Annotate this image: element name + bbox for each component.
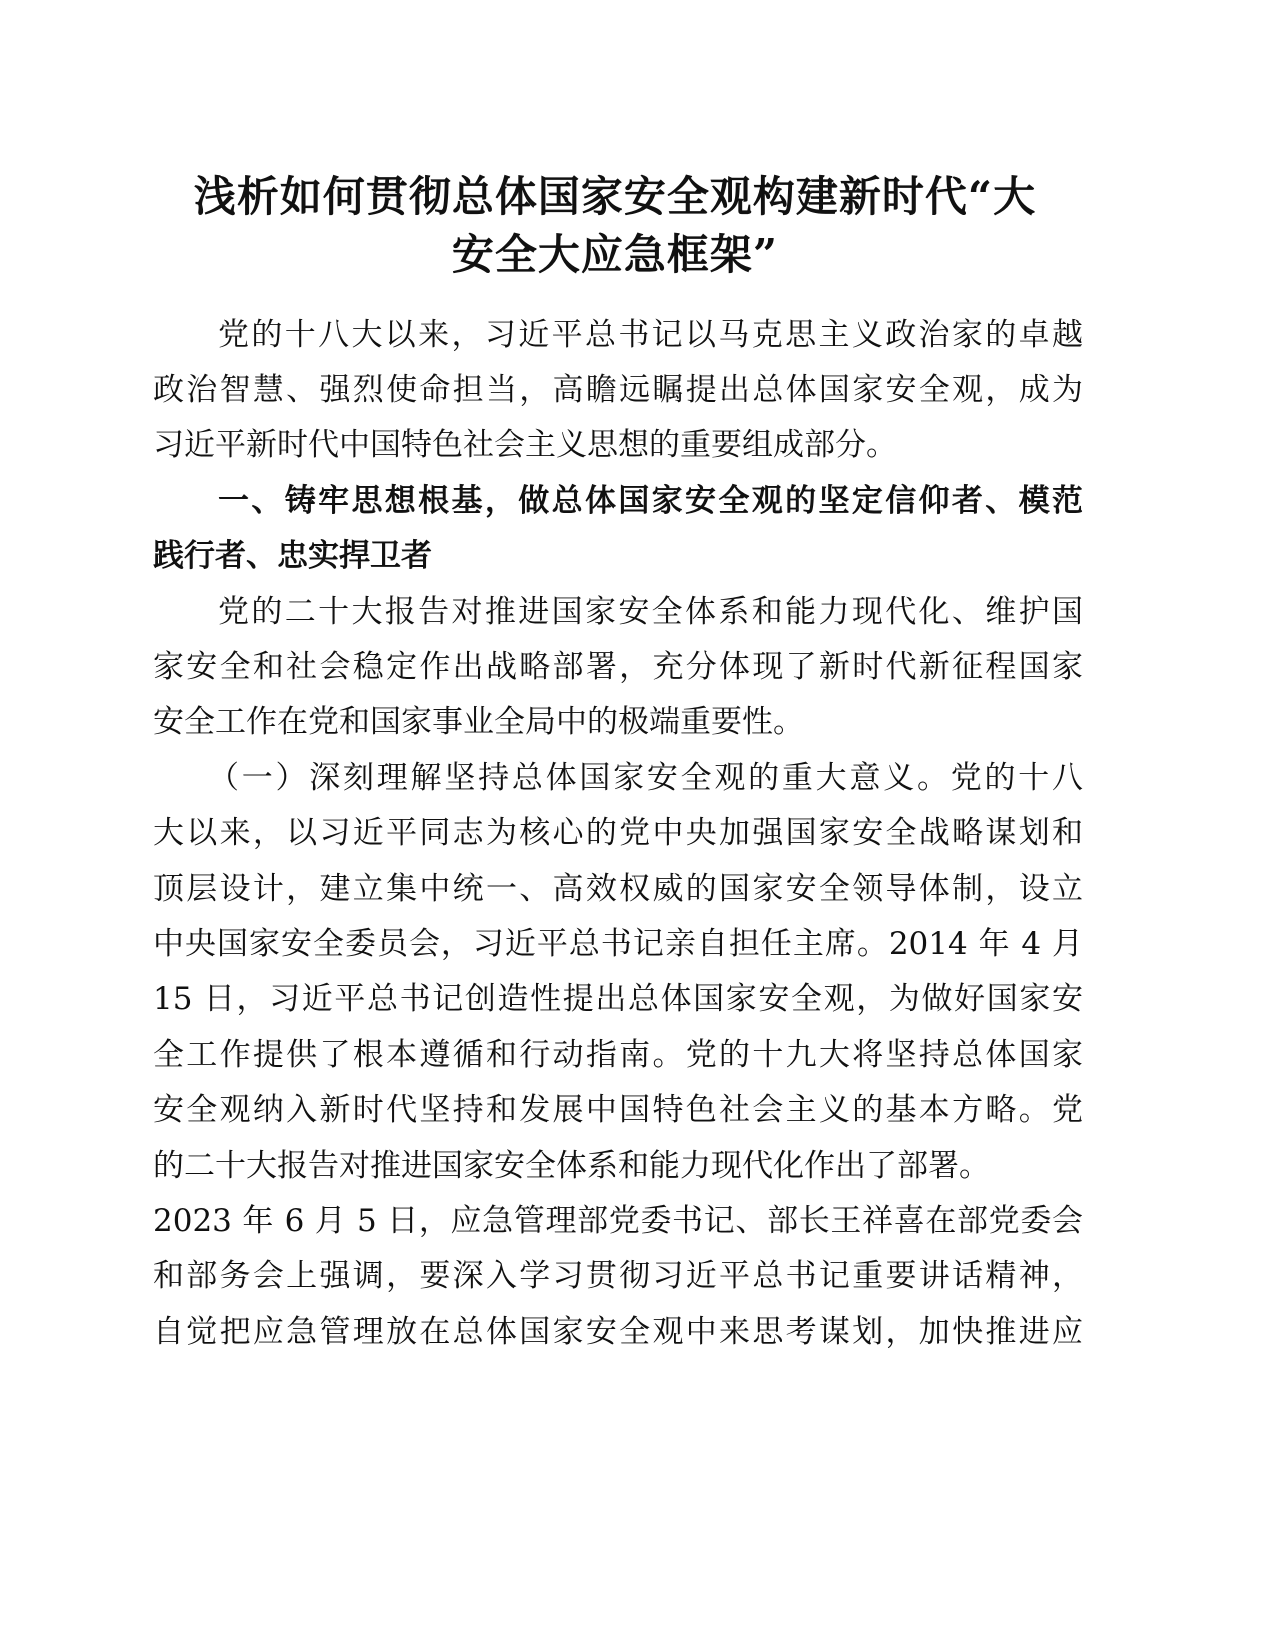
section-heading: 一、铸牢思想根基，做总体国家安全观的坚定信仰者、模范 xyxy=(218,483,1083,519)
paragraph-line: 2023 年 6 月 5 日，应急管理部党委书记、部长王祥喜在部党委会 xyxy=(153,1203,1083,1239)
paragraph-line: 中央国家安全委员会，习近平总书记亲自担任主席。2014 年 4 月 xyxy=(153,926,1083,962)
paragraph-line: 顶层设计，建立集中统一、高效权威的国家安全领导体制，设立 xyxy=(153,871,1083,907)
document-title xyxy=(150,168,1080,284)
paragraph-line: 安全观纳入新时代坚持和发展中国特色社会主义的基本方略。党 xyxy=(153,1092,1083,1128)
paragraph-line: 的二十大报告对推进国家安全体系和能力现代化作出了部署。 xyxy=(153,1148,990,1184)
paragraph-line: 和部务会上强调，要深入学习贯彻习近平总书记重要讲话精神， xyxy=(153,1258,1083,1294)
paragraph-line: 家安全和社会稳定作出战略部署，充分体现了新时代新征程国家 xyxy=(153,649,1083,685)
paragraph-line: 自觉把应急管理放在总体国家安全观中来思考谋划，加快推进应 xyxy=(153,1314,1083,1350)
paragraph-line: 大以来，以习近平同志为核心的党中央加强国家安全战略谋划和 xyxy=(153,815,1083,851)
paragraph-line: 党的十八大以来，习近平总书记以马克思主义政治家的卓越 xyxy=(218,317,1083,353)
paragraph-line: （一）深刻理解坚持总体国家安全观的重大意义。党的十八 xyxy=(208,760,1083,796)
paragraph-line: 习近平新时代中国特色社会主义思想的重要组成部分。 xyxy=(153,427,897,463)
paragraph-line: 党的二十大报告对推进国家安全体系和能力现代化、维护国 xyxy=(218,594,1083,630)
section-heading: 践行者、忠实捍卫者 xyxy=(153,538,432,574)
paragraph-line: 政治智慧、强烈使命担当，高瞻远瞩提出总体国家安全观，成为 xyxy=(153,372,1083,408)
paragraph-line: 15 日，习近平总书记创造性提出总体国家安全观，为做好国家安 xyxy=(153,981,1083,1017)
title-line: 安全大应急框架” xyxy=(451,230,779,279)
paragraph-line: 全工作提供了根本遵循和行动指南。党的十九大将坚持总体国家 xyxy=(153,1037,1083,1073)
title-line: 浅析如何贯彻总体国家安全观构建新时代“大 xyxy=(193,172,1037,221)
paragraph-line: 安全工作在党和国家事业全局中的极端重要性。 xyxy=(153,704,804,740)
